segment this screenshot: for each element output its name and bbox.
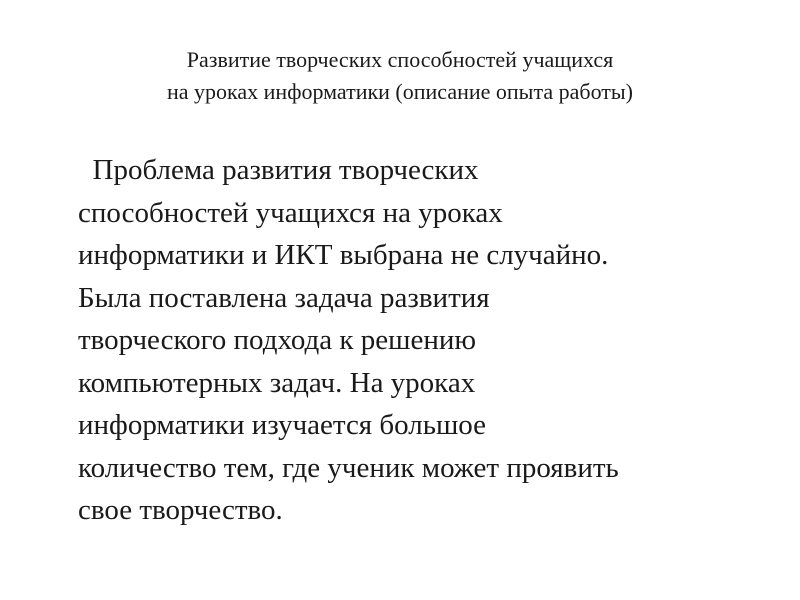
slide-title-line-1: Развитие творческих способностей учащихся — [186, 47, 614, 72]
body-line-5: творческого подхода к решению — [78, 324, 477, 356]
body-line-1: Проблема развития творческих — [78, 154, 479, 186]
body-line-7: информатики изучается большое — [78, 409, 487, 441]
slide-body-text — [78, 149, 778, 532]
body-line-3: информатики и ИКТ выбрана не случайно. — [78, 239, 609, 271]
slide-title-line-2: на уроках информатики (описание опыта работы) — [166, 79, 634, 104]
body-line-8: количество тем, где ученик может проявить — [78, 451, 619, 484]
slide-title — [40, 44, 760, 108]
body-line-4: Была поставлена задача развития — [78, 281, 490, 314]
body-line-9: свое творчество. — [78, 494, 283, 526]
body-line-2: способностей учащихся на уроках — [78, 196, 503, 229]
body-line-6: компьютерных задач. На уроках — [78, 366, 476, 399]
